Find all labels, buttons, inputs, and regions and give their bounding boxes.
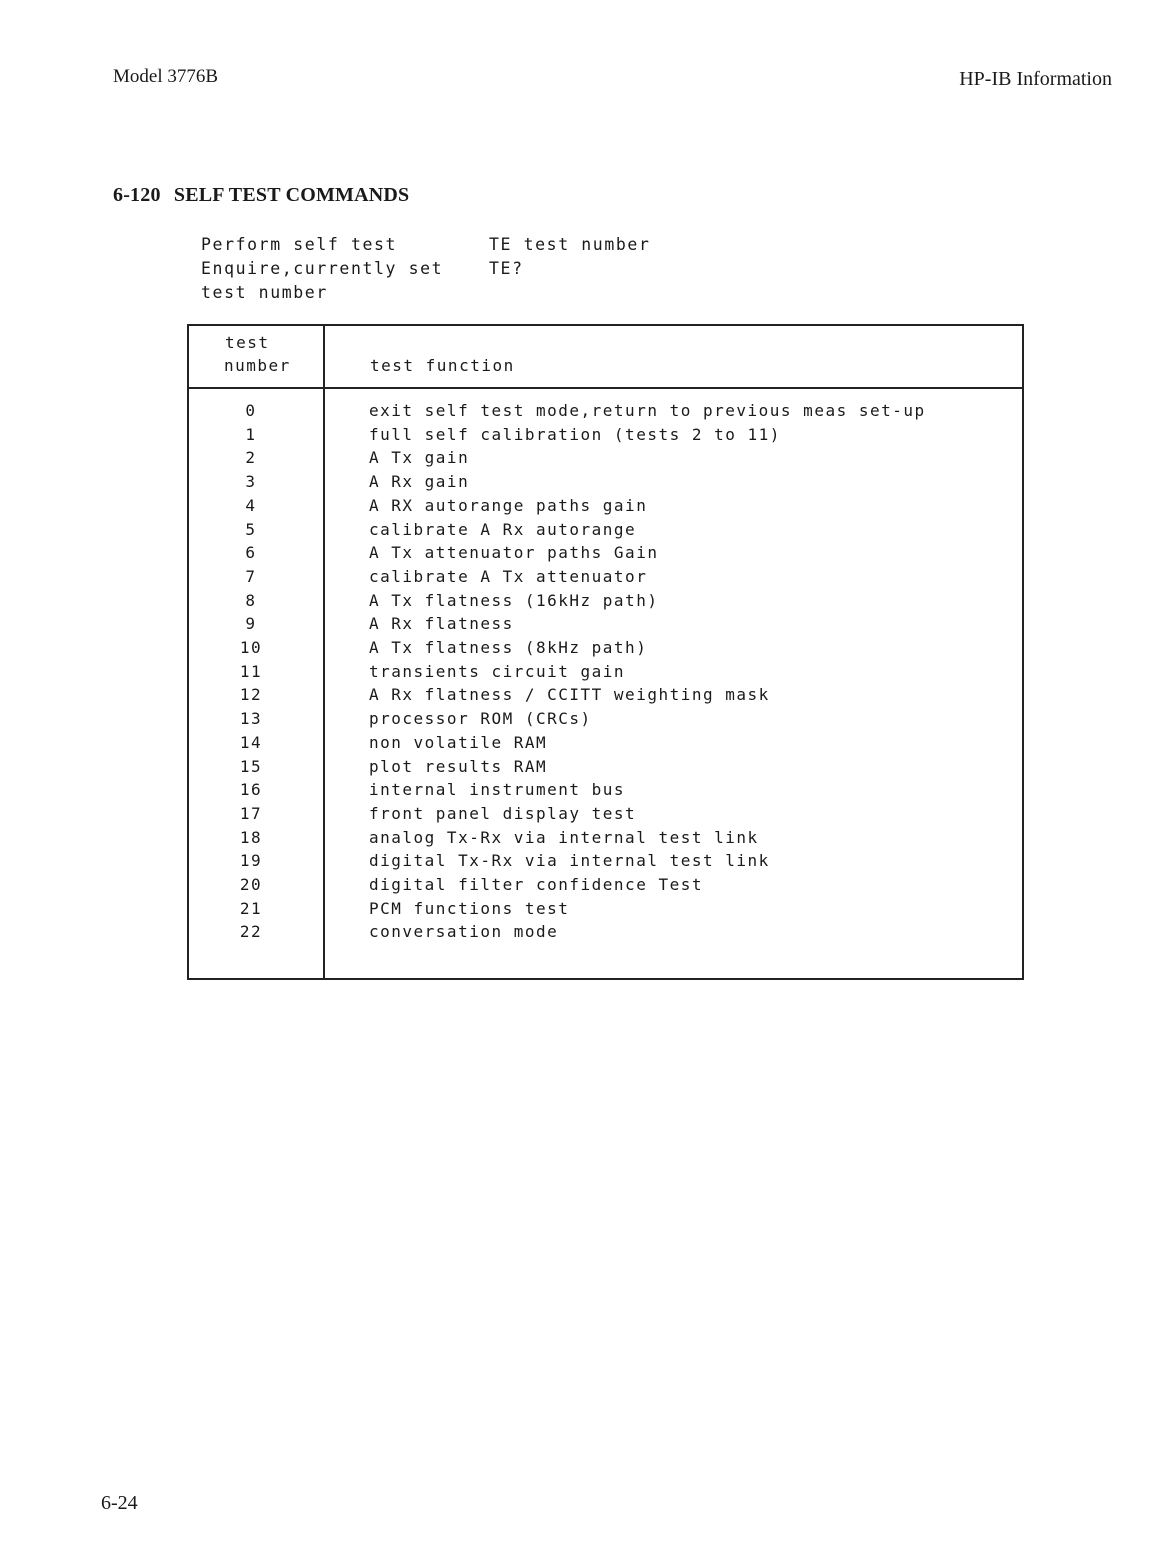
table-row <box>189 757 1022 781</box>
table-row <box>189 709 1022 733</box>
command-syntax: TE? <box>489 259 524 278</box>
test-function-cell: exit self test mode,return to previous meas set-up <box>369 401 926 420</box>
section-heading <box>113 184 409 207</box>
command-description: test number <box>201 283 328 302</box>
test-function-cell: A Rx flatness / CCITT weighting mask <box>369 685 770 705</box>
table-row <box>189 425 1022 449</box>
test-number-cell: 5 <box>245 519 257 539</box>
self-test-table <box>187 324 1024 980</box>
table-row <box>189 828 1022 852</box>
test-number-cell: 6 <box>245 543 257 563</box>
test-number-cell: 7 <box>245 566 257 586</box>
table-row <box>189 614 1022 638</box>
test-function-cell: front panel display test <box>369 803 637 823</box>
test-number-cell: 8 <box>245 590 257 610</box>
section-header: HP-IB Information <box>959 68 1112 90</box>
test-number-cell: 11 <box>239 661 263 681</box>
col-header-test-line2: number <box>224 356 291 375</box>
table-row <box>189 543 1022 567</box>
table-row <box>189 804 1022 828</box>
test-function-cell: digital Tx-Rx via internal test link <box>369 851 770 871</box>
test-number-cell: 0 <box>245 401 257 420</box>
table-row <box>189 401 1022 425</box>
test-number-cell: 13 <box>239 709 263 729</box>
test-number-cell: 4 <box>245 495 257 515</box>
test-function-cell: digital filter confidence Test <box>369 875 703 894</box>
test-function-cell: internal instrument bus <box>369 780 626 800</box>
test-function-cell: full self calibration (tests 2 to 11) <box>369 424 781 444</box>
test-number-cell: 19 <box>239 851 263 871</box>
col-header-test-line1: test <box>225 333 270 352</box>
test-function-cell: A Tx gain <box>369 448 470 468</box>
table-row <box>189 472 1022 496</box>
test-function-cell: non volatile RAM <box>369 732 548 752</box>
test-function-cell: A Tx flatness (8kHz path) <box>369 638 648 657</box>
table-row <box>189 780 1022 804</box>
table-row <box>189 851 1022 875</box>
test-function-cell: calibrate A Tx attenuator <box>369 566 648 586</box>
test-function-cell: A RX autorange paths gain <box>369 495 648 515</box>
table-row <box>189 922 1022 946</box>
test-function-cell: transients circuit gain <box>369 661 626 681</box>
model-header: Model 3776B <box>113 66 219 87</box>
header-rule <box>189 387 1022 389</box>
page-number: 6-24 <box>101 1492 138 1514</box>
test-number-cell: 15 <box>239 756 263 776</box>
test-function-cell: plot results RAM <box>369 756 548 776</box>
test-function-cell: A Tx attenuator paths Gain <box>369 543 659 563</box>
table-row <box>189 685 1022 709</box>
table-row <box>189 567 1022 591</box>
test-function-cell: conversation mode <box>369 922 559 942</box>
test-number-cell: 17 <box>239 803 263 823</box>
test-number-cell: 22 <box>239 922 263 942</box>
table-row <box>189 899 1022 923</box>
table-row <box>189 733 1022 757</box>
test-number-cell: 10 <box>239 638 263 657</box>
command-syntax: TE test number <box>489 235 651 254</box>
command-description: Enquire,currently set <box>201 259 444 278</box>
command-description: Perform self test <box>201 235 398 254</box>
test-function-cell: A Rx flatness <box>369 614 514 634</box>
test-function-cell: PCM functions test <box>369 898 570 918</box>
test-function-cell: A Rx gain <box>369 472 470 492</box>
test-function-cell: analog Tx-Rx via internal test link <box>369 827 759 847</box>
test-number-cell: 1 <box>245 424 257 444</box>
section-title-text: SELF TEST COMMANDS <box>173 184 410 206</box>
test-number-cell: 3 <box>245 472 257 492</box>
table-row <box>189 520 1022 544</box>
table-row <box>189 591 1022 615</box>
test-number-cell: 12 <box>239 685 263 705</box>
test-number-cell: 21 <box>239 898 263 918</box>
table-row <box>189 638 1022 662</box>
test-number-cell: 14 <box>239 732 263 752</box>
section-number: 6-120 <box>113 184 161 206</box>
test-number-cell: 16 <box>239 780 263 800</box>
table-row <box>189 448 1022 472</box>
table-row <box>189 496 1022 520</box>
test-number-cell: 9 <box>245 614 257 634</box>
table-row <box>189 662 1022 686</box>
test-function-cell: processor ROM (CRCs) <box>369 709 592 729</box>
test-number-cell: 20 <box>239 875 263 894</box>
table-row <box>189 875 1022 899</box>
col-header-function: test function <box>370 356 515 375</box>
test-function-cell: A Tx flatness (16kHz path) <box>369 590 659 610</box>
test-function-cell: calibrate A Rx autorange <box>369 519 637 539</box>
test-number-cell: 2 <box>245 448 257 468</box>
test-number-cell: 18 <box>239 827 263 847</box>
